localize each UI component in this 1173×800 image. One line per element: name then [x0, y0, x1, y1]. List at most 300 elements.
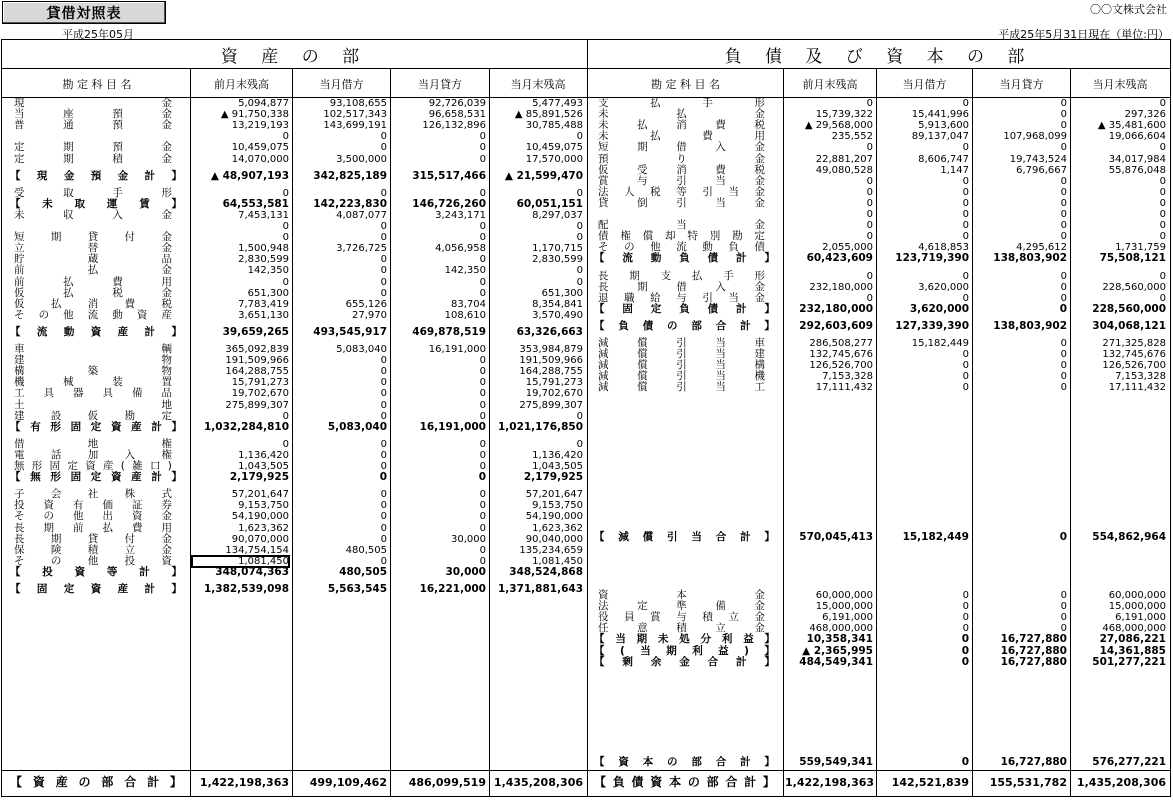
asset-prev-value: 1,623,362: [238, 522, 289, 534]
liab-row-label: 賞 与 引 当 金: [598, 174, 765, 187]
asset-credit-value: 0: [478, 471, 486, 484]
liab-row-label: 【 減 償 引 当 合 計 】: [594, 531, 775, 543]
liab-debit-value: 89,137,047: [911, 131, 969, 143]
liab-debit-value: 0: [961, 756, 969, 768]
liab-credit-value: 0: [1059, 531, 1067, 543]
liab-debit-value: 0: [962, 270, 969, 282]
liab-curr-value: 0: [1159, 142, 1166, 154]
asset-curr-value: 5,477,493: [532, 98, 583, 109]
liab-row-label: 貸 倒 引 当 金: [598, 196, 765, 209]
liab-credit-value: 0: [1060, 292, 1067, 304]
liab-debit-value: 127,339,390: [895, 319, 969, 332]
asset-debit-value: 0: [380, 449, 387, 461]
asset-prev-value: 57,201,647: [231, 489, 289, 501]
asset-row-label: 現 金: [14, 97, 172, 109]
asset-prev-value[interactable]: 1,081,450: [192, 556, 289, 567]
asset-row-label: 当 座 預 金: [14, 108, 172, 121]
liab-row-label: 資 本 金: [598, 589, 765, 601]
liab-row-label: 【 剰 余 金 合 計 】: [594, 655, 775, 668]
liab-prev-balance-col-header: 前月末残高: [802, 77, 858, 91]
liab-row-label: 長 期 支 払 手 形: [598, 269, 765, 282]
liab-curr-value: 0: [1159, 231, 1166, 243]
liab-prev-value: 15,000,000: [815, 601, 873, 613]
liab-credit-value: 19,743,524: [1009, 153, 1067, 165]
asset-credit-value: 83,704: [451, 298, 486, 310]
liab-debit-value: 0: [962, 360, 969, 372]
asset-curr-value: 135,234,659: [519, 544, 583, 556]
asset-credit-value: 142,350: [444, 265, 486, 277]
asset-prev-value: 2,830,599: [238, 254, 289, 266]
asset-prev-value: 3,651,130: [238, 309, 289, 321]
asset-credit-value: 0: [479, 438, 486, 450]
liab-curr-value: ▲ 35,481,600: [1097, 120, 1166, 132]
liab-curr-value: 1,731,759: [1115, 242, 1166, 254]
liab-debit-col-header: 当月借方: [902, 77, 947, 91]
liab-credit-col-header: 当月貸方: [999, 77, 1044, 91]
asset-row-label: 電 話 加 入 権: [14, 448, 172, 461]
asset-credit-value: 126,132,896: [422, 120, 486, 132]
asset-prev-value: 1,382,539,098: [203, 583, 289, 595]
liab-credit-value: 0: [1060, 281, 1067, 293]
asset-curr-value: 15,791,273: [525, 377, 583, 389]
asset-credit-value: 4,056,958: [435, 243, 486, 255]
liab-credit-value: 0: [1060, 623, 1067, 635]
asset-prev-value: 0: [282, 187, 289, 199]
liab-curr-value: 0: [1159, 220, 1166, 232]
asset-debit-value: 5,083,040: [327, 420, 387, 433]
asset-debit-value: 5,563,545: [327, 583, 387, 595]
liab-row-label: 【 固 定 負 債 計 】: [594, 302, 775, 315]
asset-curr-value: ▲ 85,891,526: [514, 109, 583, 121]
asset-debit-value: 142,223,830: [313, 197, 387, 210]
asset-debit-col-header: 当月借方: [319, 77, 364, 91]
liab-credit-value: 0: [1060, 197, 1067, 209]
liab-prev-value: 0: [866, 197, 873, 209]
liab-debit-value: 15,182,449: [911, 338, 969, 349]
liab-credit-value: 6,796,667: [1016, 164, 1067, 176]
asset-prev-value: 134,754,154: [225, 544, 289, 556]
liab-prev-value: 60,423,609: [806, 252, 873, 265]
liab-prev-value: 132,745,676: [809, 349, 873, 361]
liab-curr-value: 19,066,604: [1108, 131, 1166, 143]
liab-curr-value: 0: [1159, 98, 1166, 109]
liab-curr-value: 304,068,121: [1092, 319, 1166, 332]
asset-credit-value: 96,658,531: [428, 109, 486, 121]
liab-curr-value: 7,153,328: [1115, 371, 1166, 383]
liab-row-label: 【 流 動 負 債 計 】: [594, 252, 775, 265]
liab-curr-value: 228,560,000: [1102, 281, 1166, 293]
liab-debit-value: 0: [962, 220, 969, 232]
asset-curr-value: 63,326,663: [516, 325, 583, 338]
liab-prev-value: 0: [866, 186, 873, 198]
liab-credit-value: 0: [1060, 338, 1067, 349]
asset-credit-value: 315,517,466: [412, 169, 486, 182]
asset-prev-value: 0: [282, 131, 289, 143]
asset-row-label: そ の 他 流 動 資 産: [14, 308, 172, 321]
liab-debit-value: 0: [962, 590, 969, 601]
asset-credit-value: 0: [479, 142, 486, 154]
asset-credit-value: 92,726,039: [428, 98, 486, 109]
liab-row-label: 【 ( 当 期 利 益 ) 】: [594, 644, 775, 657]
asset-row-label: 前 払 費 用: [14, 275, 172, 288]
asset-curr-value: 3,570,490: [532, 309, 583, 321]
asset-debit-value: 3,726,725: [336, 243, 387, 255]
liab-debit-value: 0: [962, 209, 969, 220]
asset-curr-value: 30,785,488: [525, 120, 583, 132]
liab-credit-value: 0: [1060, 231, 1067, 243]
liab-credit-value: 107,968,099: [1003, 131, 1067, 143]
liab-total-credit-value: 155,531,782: [989, 776, 1067, 789]
asset-debit-value: 93,108,655: [329, 98, 387, 109]
liab-row-label: 任 意 積 立 金: [598, 622, 765, 635]
liab-credit-value: 0: [1060, 186, 1067, 198]
asset-curr-value: 0: [576, 232, 583, 244]
asset-row-label: 借 地 権: [14, 437, 172, 450]
asset-row-label: 【 未 取 運 賃 】: [10, 197, 182, 210]
asset-credit-value: 3,243,171: [435, 209, 486, 221]
column-divider: [292, 68, 293, 797]
asset-debit-value: 0: [380, 461, 387, 472]
liab-credit-value: 0: [1060, 612, 1067, 624]
asset-row-label: そ の 他 投 資: [14, 554, 172, 567]
liab-prev-value: 232,180,000: [809, 281, 873, 293]
liab-prev-value: 559,549,341: [799, 756, 873, 768]
asset-row-label: 未 収 入 金: [14, 208, 172, 221]
asset-debit-value: 0: [380, 221, 387, 232]
liab-prev-value: 232,180,000: [799, 302, 873, 315]
liab-credit-value: 16,727,880: [1000, 756, 1067, 768]
asset-credit-value: 16,191,000: [419, 420, 486, 433]
liab-prev-value: 0: [866, 175, 873, 187]
column-divider: [489, 68, 490, 797]
asset-credit-value: 16,191,000: [428, 344, 486, 355]
asset-curr-value: 0: [576, 438, 583, 450]
liab-curr-value: 14,361,885: [1099, 644, 1166, 657]
asset-row-label: 建 物: [14, 354, 172, 367]
liab-row-label: 未 払 消 費 税: [598, 119, 765, 132]
asset-prev-value: 1,032,284,810: [203, 420, 289, 433]
asset-credit-value: 0: [479, 366, 486, 378]
asset-curr-value: 1,136,420: [532, 449, 583, 461]
asset-credit-value: 108,610: [444, 309, 486, 321]
asset-row-label: 立 替 金: [14, 242, 172, 255]
asset-prev-value: ▲ 91,750,338: [220, 109, 289, 121]
asset-debit-value: 5,083,040: [336, 344, 387, 355]
column-divider: [876, 68, 877, 797]
liab-prev-value: 0: [866, 270, 873, 282]
asset-row-label: 機 械 装 置: [14, 376, 172, 389]
liab-credit-value: 0: [1060, 382, 1067, 394]
column-divider: [1070, 68, 1071, 797]
liab-curr-value: 297,326: [1124, 109, 1166, 121]
asset-total-credit-value: 486,099,519: [408, 776, 486, 789]
asset-credit-value: 0: [479, 555, 486, 567]
liab-credit-value: 0: [1060, 270, 1067, 282]
asset-prev-value: 1,043,505: [238, 461, 289, 472]
liab-prev-value: 7,153,328: [822, 371, 873, 383]
liab-row-label: 減 償 引 当 機: [598, 370, 765, 383]
liab-row-label: 預 り 金: [598, 152, 765, 165]
liab-total-label: 【 負 債 資 本 の 部 合 計 】: [594, 775, 775, 789]
asset-row-label: [14, 131, 172, 142]
liab-prev-value: 10,358,341: [806, 633, 873, 646]
asset-debit-value: 0: [380, 555, 387, 567]
liab-row-label: 支 払 手 形: [598, 97, 765, 109]
liab-prev-value: 484,549,341: [799, 655, 873, 668]
liab-curr-value: 468,000,000: [1102, 623, 1166, 635]
asset-total-prev-value: 1,422,198,363: [199, 776, 289, 789]
liab-debit-value: 3,620,000: [909, 302, 969, 315]
asset-curr-value: 353,984,879: [519, 344, 583, 355]
liab-row-label: 未 払 費 用: [598, 130, 765, 143]
liab-total-curr-value: 1,435,208,306: [1076, 776, 1166, 789]
asset-credit-value: 469,878,519: [412, 325, 486, 338]
asset-prev-value: 275,899,307: [225, 399, 289, 411]
liab-row-label: 役 員 賞 与 積 立 金: [598, 611, 765, 624]
liab-credit-value: 0: [1060, 360, 1067, 372]
liab-prev-value: 0: [866, 292, 873, 304]
liab-prev-value: 286,508,277: [809, 338, 873, 349]
asset-curr-value: 1,371,881,643: [497, 583, 583, 595]
liab-debit-value: 0: [962, 186, 969, 198]
liab-credit-value: 138,803,902: [993, 252, 1067, 265]
liab-debit-value: 0: [962, 612, 969, 624]
liab-credit-value: 16,727,880: [1000, 633, 1067, 646]
asset-prev-value: 0: [282, 276, 289, 288]
liab-credit-value: 0: [1060, 109, 1067, 121]
liab-prev-value: 0: [866, 98, 873, 109]
row-divider: [2, 770, 1170, 771]
asset-row-label: 【 固 定 資 産 計 】: [10, 583, 182, 595]
liab-row-label: 【 負 債 の 部 合 計 】: [594, 319, 775, 332]
asset-prev-value: 191,509,966: [225, 355, 289, 367]
column-divider: [783, 68, 784, 797]
asset-debit-value: 0: [380, 131, 387, 143]
asset-prev-value: 0: [282, 232, 289, 244]
liab-prev-value: 0: [866, 142, 873, 154]
asset-credit-value: 0: [479, 522, 486, 534]
liab-row-label: 長 期 借 入 金: [598, 280, 765, 293]
asset-row-label: 普 通 預 金: [14, 119, 172, 132]
liab-debit-value: 5,913,600: [918, 120, 969, 132]
asset-row-label: 【 現 金 預 金 計 】: [10, 169, 182, 182]
asset-credit-value: 0: [479, 287, 486, 299]
liab-curr-value: 501,277,221: [1092, 655, 1166, 668]
asset-debit-value: 342,825,189: [313, 169, 387, 182]
asset-credit-value: 0: [479, 187, 486, 199]
asset-curr-balance-col-header: 当月末残高: [510, 77, 566, 91]
liab-debit-value: 0: [962, 142, 969, 154]
asset-curr-value: 8,297,037: [532, 209, 583, 221]
liab-debit-value: 0: [962, 231, 969, 243]
asset-prev-value: 13,219,193: [231, 120, 289, 132]
asset-curr-value: 57,201,647: [525, 489, 583, 501]
liab-row-label: 減 償 引 当 工: [598, 381, 765, 394]
asset-row-label: 土 地: [14, 398, 172, 411]
row-divider: [2, 68, 1170, 69]
asset-row-label: 長 期 前 払 費 用: [14, 521, 172, 534]
asset-row-label: 【 流 動 資 産 計 】: [10, 325, 182, 338]
liab-prev-value: 0: [866, 231, 873, 243]
asset-debit-value: 0: [380, 438, 387, 450]
liab-row-label: 退 職 給 与 引 当 金: [598, 291, 765, 304]
asset-credit-value: 0: [479, 232, 486, 244]
liab-curr-value: 554,862,964: [1092, 531, 1166, 543]
liab-credit-value: 0: [1060, 120, 1067, 132]
asset-credit-value: 0: [479, 276, 486, 288]
liab-curr-value: 0: [1159, 197, 1166, 209]
asset-curr-value: 651,300: [541, 287, 583, 299]
asset-curr-value: 348,524,868: [509, 565, 583, 578]
liab-debit-value: 0: [961, 644, 969, 657]
asset-account-col-header: 勘 定 科 目 名: [62, 77, 132, 91]
asset-row-label: 短 期 貸 付 金: [14, 231, 172, 244]
liab-curr-value: 0: [1159, 209, 1166, 220]
asset-row-label: そ の 他 出 資 金: [14, 510, 172, 523]
asset-prev-value: 365,092,839: [225, 344, 289, 355]
asset-credit-value: 0: [479, 131, 486, 143]
asset-prev-value: 164,288,755: [225, 366, 289, 378]
asset-debit-value: 102,517,343: [323, 109, 387, 121]
asset-debit-value: 480,505: [345, 544, 387, 556]
asset-row-label: 【 投 資 等 計 】: [10, 565, 182, 578]
liab-debit-value: 0: [962, 197, 969, 209]
asset-curr-value: 60,051,151: [516, 197, 583, 210]
liab-credit-value: 16,727,880: [1000, 655, 1067, 668]
asset-prev-value: 54,190,000: [231, 511, 289, 523]
asset-debit-value: 0: [380, 500, 387, 512]
liab-debit-value: 15,441,996: [911, 109, 969, 121]
asset-prev-value: 0: [282, 438, 289, 450]
liab-prev-value: ▲ 29,568,000: [804, 120, 873, 132]
asset-curr-value: 19,702,670: [525, 388, 583, 400]
asset-prev-value: 14,070,000: [231, 153, 289, 165]
asset-prev-value: 2,179,925: [229, 471, 289, 484]
column-divider: [587, 40, 588, 797]
asset-prev-value: 9,153,750: [238, 500, 289, 512]
asset-debit-value: 0: [380, 287, 387, 299]
asset-curr-value: 164,288,755: [519, 366, 583, 378]
asset-debit-value: 0: [380, 366, 387, 378]
asset-debit-value: 480,505: [339, 565, 387, 578]
liab-curr-value: 34,017,984: [1108, 153, 1166, 165]
asset-row-label: 【 無 形 固 定 資 産 計 】: [10, 471, 182, 484]
title-button[interactable]: 貸借対照表: [2, 1, 166, 24]
asset-debit-value: 0: [380, 254, 387, 266]
liab-prev-value: 0: [866, 209, 873, 220]
liab-credit-value: 138,803,902: [993, 319, 1067, 332]
liab-credit-value: 4,295,612: [1016, 242, 1067, 254]
liab-row-label: 債 権 償 却 特 別 勘 定: [598, 230, 765, 243]
asset-prev-value: 0: [282, 410, 289, 422]
asset-prev-value: 15,791,273: [231, 377, 289, 389]
liab-row-label: 減 償 引 当 構: [598, 359, 765, 372]
asset-row-label: 保 険 積 立 金: [14, 543, 172, 556]
liab-debit-value: 3,620,000: [918, 281, 969, 293]
liab-account-col-header: 勘 定 科 目 名: [651, 77, 720, 91]
liab-curr-value: 0: [1159, 186, 1166, 198]
asset-credit-value: 0: [479, 410, 486, 422]
asset-credit-value: 0: [479, 544, 486, 556]
asset-row-label: 仮 払 消 費 税: [14, 297, 172, 310]
asset-prev-value: 0: [282, 221, 289, 232]
asset-curr-value: 0: [576, 131, 583, 143]
asset-debit-value: 0: [380, 522, 387, 534]
liab-debit-value: 123,719,390: [895, 252, 969, 265]
asset-credit-value: 30,000: [445, 565, 486, 578]
asset-curr-value: 191,509,966: [519, 355, 583, 367]
liab-row-label: 短 期 借 入 金: [598, 141, 765, 154]
asset-prev-value: 1,136,420: [238, 449, 289, 461]
liab-credit-value: 0: [1060, 601, 1067, 613]
asset-debit-value: 0: [380, 410, 387, 422]
liab-curr-value: 60,000,000: [1108, 590, 1166, 601]
asset-curr-value: 2,179,925: [523, 471, 583, 484]
liab-debit-value: 0: [962, 98, 969, 109]
asset-curr-value: 0: [576, 276, 583, 288]
liab-debit-value: 8,606,747: [918, 153, 969, 165]
asset-curr-value: 10,459,075: [525, 142, 583, 154]
asset-credit-col-header: 当月貸方: [418, 77, 462, 91]
asset-credit-value: 0: [479, 153, 486, 165]
liab-row-label: そ の 他 流 動 負 債: [598, 241, 765, 254]
asset-curr-value: 9,153,750: [532, 500, 583, 512]
asset-debit-value: 3,500,000: [336, 153, 387, 165]
asset-debit-value: 0: [380, 489, 387, 501]
liab-row-label: 減 償 引 当 建: [598, 348, 765, 361]
liab-debit-value: 0: [962, 349, 969, 361]
liab-row-label: 法 人 税 等 引 当 金: [598, 185, 765, 198]
asset-curr-value: 0: [576, 265, 583, 277]
column-divider: [972, 68, 973, 797]
liab-curr-value: 576,277,221: [1092, 756, 1166, 768]
liab-total-prev-value: 1,422,198,363: [785, 776, 875, 789]
asset-debit-value: 493,545,917: [313, 325, 387, 338]
asset-prev-value: 348,074,363: [215, 565, 289, 578]
asset-total-curr-value: 1,435,208,306: [493, 776, 583, 789]
liab-credit-value: 0: [1060, 349, 1067, 361]
asset-row-label: 定 期 預 金: [14, 141, 172, 154]
asset-debit-value: 0: [380, 355, 387, 367]
liab-credit-value: 0: [1060, 371, 1067, 383]
company-name: 〇〇文株式会社: [1090, 3, 1167, 16]
liab-prev-value: 0: [866, 220, 873, 232]
asset-credit-value: 0: [479, 461, 486, 472]
liab-debit-value: 0: [962, 175, 969, 187]
asset-prev-value: 1,500,948: [238, 243, 289, 255]
liab-curr-value: 0: [1159, 175, 1166, 187]
asset-credit-value: 0: [479, 254, 486, 266]
assets-section-header: 資 産 の 部: [220, 47, 369, 67]
liab-debit-value: 0: [961, 633, 969, 646]
asset-debit-value: 0: [380, 399, 387, 411]
asset-prev-value: ▲ 48,907,193: [210, 169, 289, 182]
liab-curr-value: 0: [1159, 270, 1166, 282]
asset-credit-value: 0: [479, 377, 486, 389]
asset-prev-value: 10,459,075: [231, 142, 289, 154]
liab-row-label: 【 資 本 の 部 合 計 】: [594, 756, 775, 768]
liab-prev-value: 17,111,432: [815, 382, 873, 394]
asset-debit-value: 4,087,077: [336, 209, 387, 221]
liab-debit-value: 0: [962, 371, 969, 383]
asset-prev-value: 7,453,131: [238, 209, 289, 221]
liab-debit-value: 0: [962, 601, 969, 613]
liab-credit-value: 0: [1060, 590, 1067, 601]
asset-debit-value: 0: [380, 511, 387, 523]
asset-credit-value: 0: [479, 511, 486, 523]
asset-curr-value: 54,190,000: [525, 511, 583, 523]
asset-debit-value: 0: [380, 388, 387, 400]
